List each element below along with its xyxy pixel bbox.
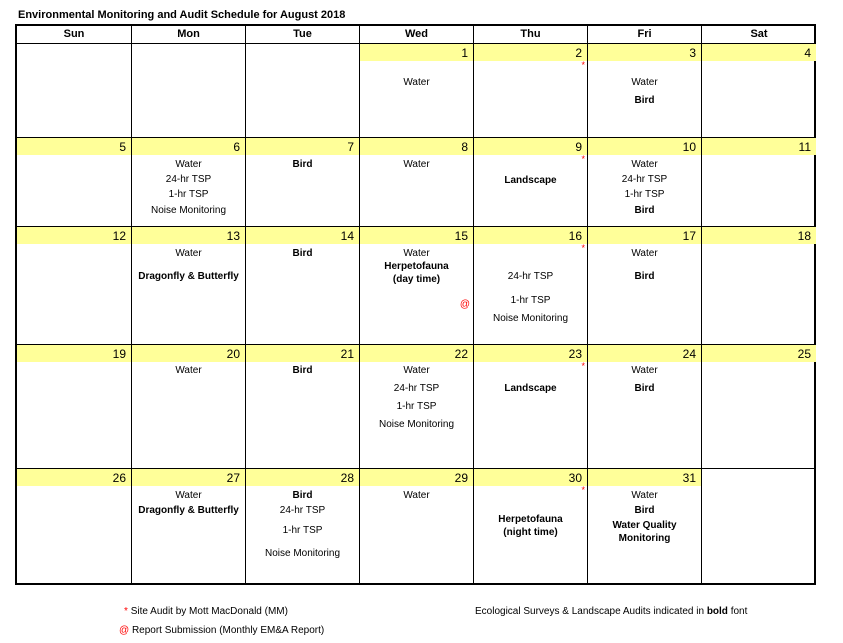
schedule-item: (night time) — [503, 527, 558, 538]
legend-bold-suffix: font — [730, 606, 748, 617]
day-cell-24 — [588, 345, 702, 469]
day-cell-13 — [132, 227, 246, 345]
schedule-item: Water — [175, 159, 202, 170]
weekday-header: Wed — [360, 26, 474, 44]
day-cell-19 — [17, 345, 132, 469]
site-audit-marker: * — [124, 606, 128, 617]
schedule-item: Monitoring — [618, 533, 671, 544]
legend-report — [119, 625, 324, 636]
day-number: 14 — [246, 227, 359, 244]
day-cell-11 — [702, 138, 816, 227]
schedule-item: Bird — [292, 365, 313, 376]
day-number: 4 — [702, 44, 816, 61]
day-cell-6 — [132, 138, 246, 227]
day-number: 2 — [474, 44, 587, 61]
day-number: 18 — [702, 227, 816, 244]
day-cell-20 — [132, 345, 246, 469]
schedule-item: Herpetofauna — [384, 261, 449, 272]
empty-cell — [17, 44, 132, 138]
day-cell-2 — [474, 44, 588, 138]
day-cell-1 — [360, 44, 474, 138]
schedule-item: Water — [631, 77, 658, 88]
schedule-item: Noise Monitoring — [150, 205, 227, 216]
day-number: 27 — [132, 469, 245, 486]
day-number: 13 — [132, 227, 245, 244]
empty-cell — [702, 469, 816, 585]
schedule-item: Herpetofauna — [498, 514, 563, 525]
day-cell-18 — [702, 227, 816, 345]
day-number: 21 — [246, 345, 359, 362]
day-cell-8 — [360, 138, 474, 227]
day-number: 3 — [588, 44, 701, 61]
schedule-item: 1-hr TSP — [282, 525, 323, 536]
weekday-header: Tue — [246, 26, 360, 44]
schedule-item: 1-hr TSP — [510, 295, 551, 306]
day-number: 25 — [702, 345, 816, 362]
schedule-item: Bird — [292, 248, 313, 259]
site-audit-marker: * — [581, 485, 585, 495]
day-cell-17 — [588, 227, 702, 345]
site-audit-marker: * — [581, 361, 585, 371]
schedule-item: 24-hr TSP — [393, 383, 440, 394]
report-marker: @ — [459, 299, 470, 310]
day-cell-5 — [17, 138, 132, 227]
schedule-item: Bird — [292, 159, 313, 170]
schedule-item: Water — [175, 365, 202, 376]
day-number: 11 — [702, 138, 816, 155]
schedule-item: Dragonfly & Butterfly — [138, 505, 239, 516]
weekday-header: Thu — [474, 26, 588, 44]
schedule-item: Noise Monitoring — [378, 419, 455, 430]
day-number: 28 — [246, 469, 359, 486]
day-cell-27 — [132, 469, 246, 585]
schedule-item: Water — [403, 159, 430, 170]
day-cell-9 — [474, 138, 588, 227]
legend-site-audit-text: Site Audit by Mott MacDonald (MM) — [130, 606, 288, 617]
weekday-header: Mon — [132, 26, 246, 44]
day-number: 1 — [360, 44, 473, 61]
day-cell-31 — [588, 469, 702, 585]
day-number: 22 — [360, 345, 473, 362]
schedule-item: 1-hr TSP — [396, 401, 437, 412]
day-number: 6 — [132, 138, 245, 155]
schedule-item: Water — [175, 248, 202, 259]
calendar-grid — [15, 24, 816, 585]
day-cell-26 — [17, 469, 132, 585]
day-number: 9 — [474, 138, 587, 155]
weekday-header: Sun — [17, 26, 132, 44]
day-cell-28 — [246, 469, 360, 585]
schedule-item: 24-hr TSP — [507, 271, 554, 282]
day-number: 30 — [474, 469, 587, 486]
schedule-item: Water — [631, 365, 658, 376]
day-number: 31 — [588, 469, 701, 486]
legend-site-audit — [124, 606, 288, 617]
schedule-item: Bird — [292, 490, 313, 501]
day-number: 12 — [17, 227, 131, 244]
weekday-header: Fri — [588, 26, 702, 44]
day-cell-29 — [360, 469, 474, 585]
schedule-item: Water — [631, 248, 658, 259]
day-cell-15 — [360, 227, 474, 345]
day-cell-25 — [702, 345, 816, 469]
site-audit-marker: * — [581, 243, 585, 253]
day-cell-16 — [474, 227, 588, 345]
schedule-item: Noise Monitoring — [264, 548, 341, 559]
day-cell-21 — [246, 345, 360, 469]
day-cell-7 — [246, 138, 360, 227]
schedule-item: 1-hr TSP — [168, 189, 209, 200]
day-cell-12 — [17, 227, 132, 345]
schedule-item: 24-hr TSP — [279, 505, 326, 516]
day-number: 24 — [588, 345, 701, 362]
schedule-item: Bird — [634, 205, 655, 216]
day-number: 23 — [474, 345, 587, 362]
day-number: 5 — [17, 138, 131, 155]
schedule-item: 24-hr TSP — [165, 174, 212, 185]
schedule-item: Water — [403, 490, 430, 501]
day-cell-23 — [474, 345, 588, 469]
day-number: 19 — [17, 345, 131, 362]
day-cell-14 — [246, 227, 360, 345]
schedule-item: Water — [175, 490, 202, 501]
schedule-item: Bird — [634, 505, 655, 516]
schedule-item: Water Quality — [612, 520, 677, 531]
day-cell-22 — [360, 345, 474, 469]
schedule-item: Landscape — [504, 175, 557, 186]
report-marker: @ — [119, 625, 130, 636]
schedule-item: Bird — [634, 383, 655, 394]
schedule-item: 24-hr TSP — [621, 174, 668, 185]
day-number: 8 — [360, 138, 473, 155]
day-cell-3 — [588, 44, 702, 138]
day-number: 20 — [132, 345, 245, 362]
schedule-item: Landscape — [504, 383, 557, 394]
site-audit-marker: * — [581, 154, 585, 164]
legend-bold-word: bold — [706, 606, 728, 617]
day-number: 17 — [588, 227, 701, 244]
site-audit-marker: * — [581, 60, 585, 70]
schedule-item: (day time) — [392, 274, 441, 285]
day-number: 16 — [474, 227, 587, 244]
page-title: Environmental Monitoring and Audit Schedule for August 2018 — [18, 9, 346, 21]
weekday-header: Sat — [702, 26, 816, 44]
schedule-item: Water — [631, 490, 658, 501]
day-number: 10 — [588, 138, 701, 155]
empty-cell — [132, 44, 246, 138]
day-number: 29 — [360, 469, 473, 486]
day-cell-30 — [474, 469, 588, 585]
schedule-item: Water — [403, 365, 430, 376]
day-cell-4 — [702, 44, 816, 138]
day-number: 26 — [17, 469, 131, 486]
schedule-item: Bird — [634, 271, 655, 282]
empty-cell — [246, 44, 360, 138]
legend-bold-note — [475, 606, 747, 617]
schedule-item: 1-hr TSP — [624, 189, 665, 200]
day-number: 15 — [360, 227, 473, 244]
schedule-item: Noise Monitoring — [492, 313, 569, 324]
schedule-item: Bird — [634, 95, 655, 106]
schedule-item: Water — [631, 159, 658, 170]
legend-bold-note-text: Ecological Surveys & Landscape Audits indicated in — [475, 606, 705, 617]
legend-report-text: Report Submission (Monthly EM&A Report) — [131, 625, 325, 636]
day-cell-10 — [588, 138, 702, 227]
schedule-item: Dragonfly & Butterfly — [138, 271, 239, 282]
schedule-item: Water — [403, 248, 430, 259]
schedule-item: Water — [403, 77, 430, 88]
day-number: 7 — [246, 138, 359, 155]
